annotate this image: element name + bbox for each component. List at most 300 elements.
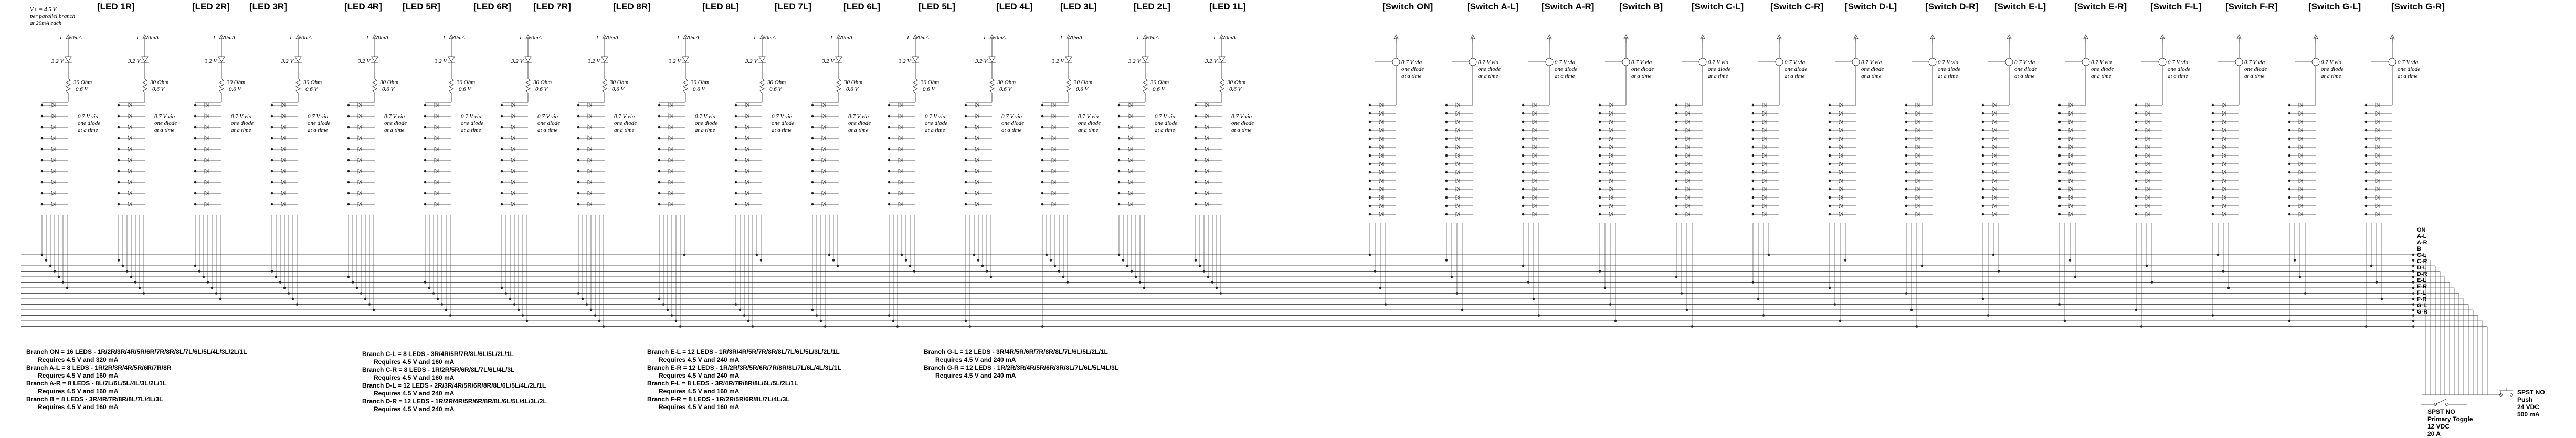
junction-dot	[1369, 205, 1371, 207]
led-symbol	[142, 57, 148, 62]
junction-dot	[2412, 314, 2415, 317]
junction-dot	[2212, 205, 2214, 207]
junction-dot	[965, 137, 967, 140]
junction-dot	[194, 126, 197, 129]
diode-label: at a time	[537, 127, 558, 133]
junction-dot	[2365, 104, 2368, 107]
junction-dot	[1905, 112, 1908, 115]
led-header: [LED 5L]	[919, 2, 955, 12]
junction-dot	[1522, 213, 1525, 216]
junction-dot	[1522, 146, 1525, 149]
led-symbol	[682, 57, 689, 62]
branch-title: Branch F-R = 8 LEDS - 1R/2R/5R/6R/8L/7L/4L/3L	[647, 395, 790, 403]
diode-label: at a time	[1555, 73, 1575, 79]
resistor-symbol	[143, 79, 147, 93]
resistor-symbol	[683, 79, 688, 93]
junction-dot	[1982, 154, 1984, 157]
junction-dot	[424, 137, 427, 140]
rail-label: C-R	[2417, 258, 2427, 265]
junction-dot	[577, 104, 580, 107]
junction-dot	[965, 203, 967, 206]
junction-dot	[1522, 112, 1525, 115]
junction-dot	[2135, 146, 2138, 149]
junction-dot	[888, 126, 891, 129]
junction-dot	[1982, 188, 1984, 191]
switch-symbol	[1852, 58, 1860, 66]
junction-dot	[1905, 188, 1908, 191]
junction-dot	[1195, 203, 1197, 206]
spst-line: 12 VDC	[2427, 423, 2450, 430]
junction-dot	[577, 115, 580, 118]
junction-dot	[888, 181, 891, 184]
junction-dot	[347, 115, 350, 118]
junction-dot	[888, 192, 891, 195]
rail-label: C-L	[2417, 252, 2427, 258]
switch-header: [Switch A-L]	[1467, 2, 1519, 12]
junction-dot	[1369, 188, 1371, 191]
branch-title: Branch D-R = 12 LEDS - 1R/2R/4R/5R/6R/8R/8L/6L/5L/4L/3L/2L	[362, 398, 547, 405]
junction-dot	[658, 126, 661, 129]
junction-dot	[194, 137, 197, 140]
diode-label: 0.7 V via	[1861, 59, 1882, 66]
diode-label: 0.7 V via	[154, 113, 175, 120]
junction-dot	[2412, 292, 2415, 295]
junction-dot	[1118, 126, 1121, 129]
junction-dot	[1752, 171, 1755, 174]
junction-dot	[1905, 146, 1908, 149]
junction-dot	[2212, 146, 2214, 149]
branch-title: Branch E-L = 12 LEDS - 1R/3R/4R/5R/7R/8R/8L/7L/6L/5L/3L/2L/1L	[647, 348, 840, 356]
junction-dot	[1445, 129, 1448, 132]
junction-dot	[347, 159, 350, 162]
junction-dot	[1522, 171, 1525, 174]
junction-dot	[501, 192, 503, 195]
junction-dot	[1041, 137, 1044, 140]
junction-dot	[2212, 196, 2214, 199]
diode-label: 0.7 V via	[231, 113, 252, 120]
junction-dot	[2412, 325, 2415, 328]
led-symbol	[1219, 57, 1225, 62]
junction-dot	[1752, 213, 1755, 216]
branch-requirement: Requires 4.5 V and 240 mA	[659, 356, 740, 363]
branch-block-4	[924, 348, 1118, 380]
led-symbol	[759, 57, 765, 62]
junction-dot	[2212, 188, 2214, 191]
branch-title: Branch C-L = 8 LEDS - 3R/4R/5R/7R/8L/6L/5L/2L/1L	[362, 350, 514, 358]
junction-dot	[1599, 188, 1601, 191]
junction-dot	[1522, 163, 1525, 165]
resistor-label: 30 Ohm	[921, 79, 939, 86]
junction-dot	[2135, 129, 2138, 132]
current-label: I = 20mA	[60, 35, 82, 41]
junction-dot	[577, 148, 580, 151]
resistor-label: 0.6 V	[1153, 86, 1165, 92]
diode-label: one diode	[2244, 66, 2267, 72]
junction-dot	[2058, 180, 2061, 182]
diode-label: one diode	[384, 120, 407, 127]
junction-dot	[1982, 146, 1984, 149]
junction-dot	[2058, 129, 2061, 132]
switch-symbol	[1929, 58, 1936, 66]
junction-dot	[811, 126, 814, 129]
junction-dot	[1982, 180, 1984, 182]
switch-symbol	[2389, 58, 2396, 66]
junction-dot	[1445, 213, 1448, 216]
junction-dot	[577, 170, 580, 173]
current-label: I = 20mA	[366, 35, 389, 41]
junction-dot	[1982, 205, 1984, 207]
junction-dot	[1905, 196, 1908, 199]
resistor-label: 0.6 V	[382, 86, 395, 92]
junction-dot	[888, 137, 891, 140]
junction-dot	[424, 159, 427, 162]
diode-label: at a time	[2091, 73, 2112, 79]
junction-dot	[271, 148, 273, 151]
diode-label: one diode	[1938, 66, 1961, 72]
junction-dot	[2412, 259, 2415, 262]
diode-label: 0.7 V via	[1555, 59, 1576, 66]
branch-title: Branch C-R = 8 LEDS - 1R/2R/5R/6R/8L/7L/6L/4L/3L	[362, 366, 515, 373]
resistor-label: 0.6 V	[305, 86, 318, 92]
resistor-label: 30 Ohm	[997, 79, 1016, 86]
junction-dot	[1041, 126, 1044, 129]
junction-dot	[41, 181, 44, 184]
diode-label: at a time	[1001, 127, 1022, 133]
branch-requirement: Requires 4.5 V and 240 mA	[374, 390, 455, 397]
junction-dot	[1982, 171, 1984, 174]
led-symbol	[218, 57, 225, 62]
diode-label: one diode	[925, 120, 948, 127]
junction-dot	[2135, 205, 2138, 207]
resistor-symbol	[837, 79, 841, 93]
junction-dot	[1118, 181, 1121, 184]
junction-dot	[2058, 163, 2061, 165]
diode-label: 0.7 V via	[1478, 59, 1499, 66]
junction-dot	[2212, 171, 2214, 174]
junction-dot	[1599, 180, 1601, 182]
junction-dot	[2058, 138, 2061, 140]
branch-requirement: Requires 4.5 V and 320 mA	[38, 356, 119, 363]
junction-dot	[2212, 138, 2214, 140]
current-label: I = 20mA	[1213, 35, 1236, 41]
junction-dot	[2412, 298, 2415, 300]
diode-label: at a time	[308, 127, 328, 133]
diode-label: one diode	[1001, 120, 1025, 127]
diode-label: 0.7 V via	[1401, 59, 1422, 66]
junction-dot	[347, 137, 350, 140]
switch-header: [Switch F-R]	[2225, 2, 2278, 12]
junction-dot	[2288, 138, 2291, 140]
junction-dot	[888, 203, 891, 206]
junction-dot	[1369, 180, 1371, 182]
junction-dot	[41, 148, 44, 151]
diode-label: one diode	[772, 120, 795, 127]
switch-header: [Switch E-R]	[2074, 2, 2127, 12]
junction-dot	[347, 203, 350, 206]
junction-dot	[1445, 163, 1448, 165]
junction-dot	[41, 170, 44, 173]
current-label: I = 20mA	[830, 35, 853, 41]
branch-block-1	[26, 348, 247, 411]
switch-symbol	[1392, 58, 1400, 66]
junction-dot	[811, 203, 814, 206]
switch-symbol	[2005, 58, 2013, 66]
resistor-label: 0.6 V	[612, 86, 625, 92]
rail-label: B	[2417, 246, 2421, 252]
junction-dot	[2058, 205, 2061, 207]
spst-line: SPST NO	[2517, 389, 2545, 396]
junction-dot	[735, 159, 737, 162]
rail-label: F-L	[2417, 290, 2426, 296]
junction-dot	[1118, 137, 1121, 140]
junction-dot	[1905, 121, 1908, 123]
led-symbol	[836, 57, 842, 62]
junction-dot	[347, 192, 350, 195]
junction-dot	[658, 115, 661, 118]
junction-dot	[2288, 205, 2291, 207]
switch-symbol	[1469, 58, 1476, 66]
diode-label: at a time	[154, 127, 175, 133]
led-symbol	[295, 57, 301, 62]
diode-label: at a time	[384, 127, 405, 133]
current-label: I = 20mA	[754, 35, 776, 41]
junction-dot	[2212, 213, 2214, 216]
led-drop-label: 3.2 V	[745, 58, 758, 65]
junction-dot	[2288, 112, 2291, 115]
diode-label: 0.7 V via	[461, 113, 482, 120]
junction-dot	[1522, 138, 1525, 140]
junction-dot	[811, 181, 814, 184]
diode-label: at a time	[2321, 73, 2341, 79]
led-drop-label: 3.2 V	[51, 58, 64, 65]
junction-dot	[1599, 121, 1601, 123]
junction-dot	[1905, 138, 1908, 140]
diode-label: 0.7 V via	[1231, 113, 1252, 120]
junction-dot	[2365, 188, 2368, 191]
led-header: [LED 5R]	[403, 2, 440, 12]
junction-dot	[2288, 196, 2291, 199]
junction-dot	[41, 137, 44, 140]
junction-dot	[1041, 170, 1044, 173]
diode-label: at a time	[695, 127, 715, 133]
switch-header: [Switch B]	[1619, 2, 1663, 12]
led-header: [LED 4L]	[996, 2, 1033, 12]
junction-dot	[1041, 159, 1044, 162]
diode-label: at a time	[1155, 127, 1175, 133]
diode-label: at a time	[1708, 73, 1728, 79]
branch-title: Branch A-R = 8 LEDS - 8L/7L/6L/5L/4L/3L/2L/1L	[26, 380, 167, 387]
diode-label: at a time	[2244, 73, 2265, 79]
junction-dot	[271, 203, 273, 206]
junction-dot	[1369, 104, 1371, 107]
junction-dot	[1041, 148, 1044, 151]
junction-dot	[2288, 163, 2291, 165]
junction-dot	[1905, 180, 1908, 182]
junction-dot	[1752, 104, 1755, 107]
resistor-label: 0.6 V	[229, 86, 241, 92]
junction-dot	[658, 137, 661, 140]
junction-dot	[2212, 112, 2214, 115]
junction-dot	[2412, 270, 2415, 273]
junction-dot	[1599, 154, 1601, 157]
junction-dot	[2365, 213, 2368, 216]
led-symbol	[525, 57, 531, 62]
diode-label: at a time	[2398, 73, 2418, 79]
junction-dot	[501, 126, 503, 129]
current-label: I = 20mA	[443, 35, 466, 41]
diode-label: at a time	[1785, 73, 1805, 79]
junction-dot	[2058, 154, 2061, 157]
led-drop-label: 3.2 V	[511, 58, 524, 65]
resistor-label: 30 Ohm	[844, 79, 863, 86]
junction-dot	[2365, 138, 2368, 140]
junction-dot	[1982, 196, 1984, 199]
junction-dot	[1445, 188, 1448, 191]
resistor-label: 0.6 V	[769, 86, 782, 92]
junction-dot	[1752, 180, 1755, 182]
junction-dot	[424, 148, 427, 151]
diode-label: at a time	[1231, 127, 1252, 133]
led-symbol	[912, 57, 919, 62]
junction-dot	[2135, 121, 2138, 123]
diode-label: at a time	[231, 127, 251, 133]
junction-dot	[271, 137, 273, 140]
junction-dot	[347, 126, 350, 129]
junction-dot	[501, 115, 503, 118]
diode-label: at a time	[614, 127, 635, 133]
diode-label: one diode	[308, 120, 331, 127]
led-header: [LED 7R]	[533, 2, 571, 12]
junction-dot	[1195, 104, 1197, 107]
junction-dot	[1118, 170, 1121, 173]
junction-dot	[1752, 146, 1755, 149]
junction-dot	[1195, 192, 1197, 195]
diode-label: one diode	[1861, 66, 1884, 72]
junction-dot	[1905, 104, 1908, 107]
junction-dot	[501, 170, 503, 173]
switch-header: [Switch C-L]	[1692, 2, 1744, 12]
junction-dot	[2058, 171, 2061, 174]
junction-dot	[1118, 115, 1121, 118]
diode-label: 0.7 V via	[848, 113, 869, 120]
push-switch-contact	[2510, 394, 2513, 397]
junction-dot	[577, 203, 580, 206]
rail-label: E-R	[2417, 284, 2427, 290]
led-drop-label: 3.2 V	[435, 58, 447, 65]
current-label: I = 20mA	[984, 35, 1006, 41]
junction-dot	[41, 104, 44, 107]
resistor-label: 30 Ohm	[533, 79, 552, 86]
resistor-label: 0.6 V	[76, 86, 88, 92]
junction-dot	[1195, 126, 1197, 129]
junction-dot	[1195, 115, 1197, 118]
junction-dot	[1041, 192, 1044, 195]
junction-dot	[1195, 148, 1197, 151]
rail-label: D-L	[2417, 265, 2427, 271]
switch-symbol	[1776, 58, 1783, 66]
diode-label: 0.7 V via	[2398, 59, 2419, 66]
junction-dot	[1522, 196, 1525, 199]
junction-dot	[658, 104, 661, 107]
junction-dot	[1599, 171, 1601, 174]
diode-label: 0.7 V via	[1785, 59, 1806, 66]
junction-dot	[2135, 171, 2138, 174]
junction-dot	[1369, 138, 1371, 140]
resistor-symbol	[219, 79, 224, 93]
diode-label: 0.7 V via	[925, 113, 946, 120]
junction-dot	[658, 192, 661, 195]
supply-note-line: per parallel branch	[30, 13, 76, 19]
junction-dot	[2365, 129, 2368, 132]
branch-title: Branch E-R = 12 LEDS - 1R/2R/3R/5R/6R/7R/8R/8L/7L/6L/4L/3L/1L	[647, 364, 841, 371]
junction-dot	[2365, 154, 2368, 157]
junction-dot	[2135, 138, 2138, 140]
junction-dot	[1522, 121, 1525, 123]
led-symbol	[601, 57, 608, 62]
resistor-label: 30 Ohm	[303, 79, 322, 86]
resistor-label: 30 Ohm	[1074, 79, 1093, 86]
branch-title: Branch B = 8 LEDS - 3R/4R/7R/8R/8L/7L/4L/3L	[26, 395, 163, 403]
junction-dot	[577, 181, 580, 184]
switch-header: [Switch F-L]	[2150, 2, 2202, 12]
junction-dot	[118, 181, 120, 184]
junction-dot	[658, 203, 661, 206]
junction-dot	[1522, 205, 1525, 207]
junction-dot	[2365, 205, 2368, 207]
resistor-symbol	[296, 79, 300, 93]
junction-dot	[1829, 129, 1831, 132]
led-symbol	[989, 57, 995, 62]
junction-dot	[118, 104, 120, 107]
diode-label: one diode	[1231, 120, 1254, 127]
junction-dot	[577, 192, 580, 195]
diode-label: at a time	[2168, 73, 2188, 79]
junction-dot	[41, 159, 44, 162]
junction-dot	[658, 159, 661, 162]
resistor-label: 30 Ohm	[227, 79, 246, 86]
junction-dot	[1118, 159, 1121, 162]
led-header: [LED 1L]	[1209, 2, 1246, 12]
led-drop-label: 3.2 V	[281, 58, 294, 65]
junction-dot	[118, 137, 120, 140]
junction-dot	[347, 181, 350, 184]
junction-dot	[2412, 265, 2415, 267]
spst-line: 500 mA	[2517, 411, 2540, 418]
junction-dot	[1829, 180, 1831, 182]
rail-label: A-L	[2417, 233, 2427, 239]
junction-dot	[1982, 213, 1984, 216]
diode-label: one diode	[1708, 66, 1731, 72]
junction-dot	[2412, 303, 2415, 306]
junction-dot	[1369, 146, 1371, 149]
junction-dot	[1195, 181, 1197, 184]
junction-dot	[1675, 154, 1678, 157]
current-label: I = 20mA	[213, 35, 236, 41]
junction-dot	[965, 104, 967, 107]
resistor-symbol	[913, 79, 917, 93]
junction-dot	[1752, 121, 1755, 123]
junction-dot	[194, 104, 197, 107]
diode-label: one diode	[1478, 66, 1501, 72]
switch-header: [Switch ON]	[1382, 2, 1433, 12]
junction-dot	[2058, 112, 2061, 115]
led-drop-label: 3.2 V	[128, 58, 141, 65]
junction-dot	[1982, 104, 1984, 107]
rail-label: ON	[2417, 227, 2426, 233]
junction-dot	[1195, 137, 1197, 140]
junction-dot	[1829, 188, 1831, 191]
junction-dot	[1522, 129, 1525, 132]
